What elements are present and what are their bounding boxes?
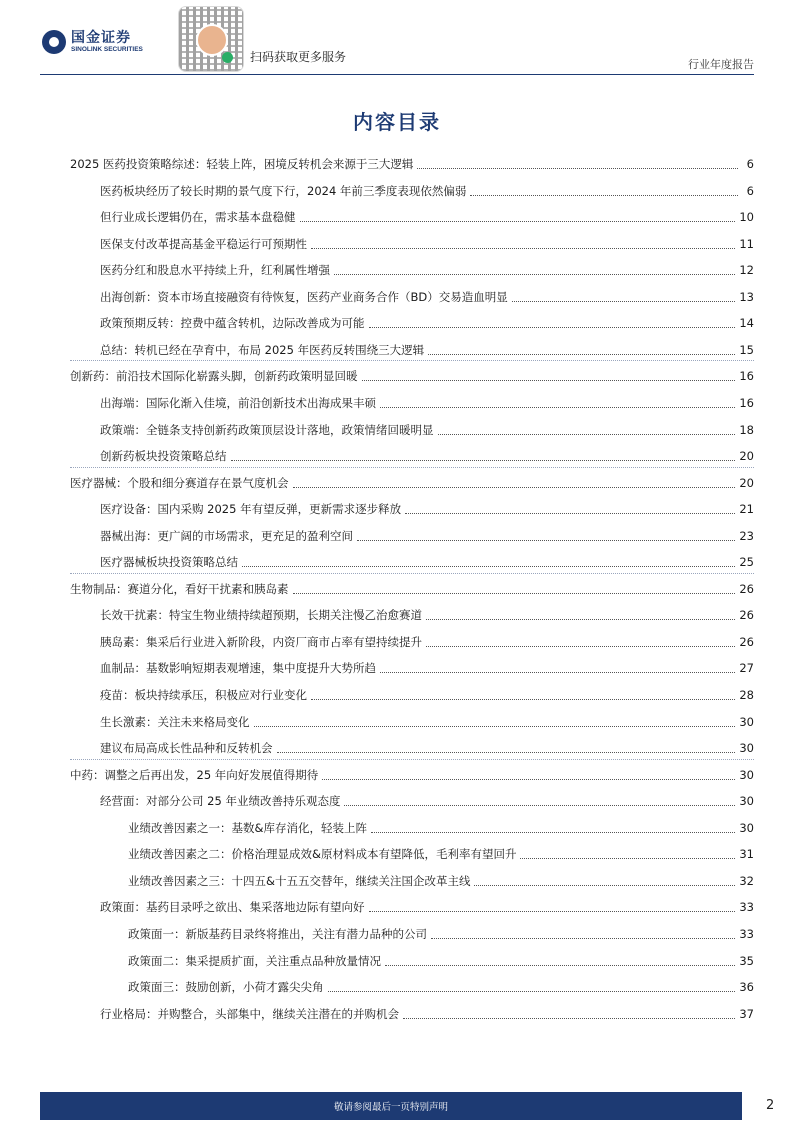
section-divider: [70, 573, 754, 574]
toc-entry-label: 器械出海：更广阔的市场需求，更充足的盈利空间: [100, 528, 353, 543]
toc-entry[interactable]: [128, 816, 754, 836]
toc-entry-label: 业绩改善因素之三：十四五&十五五交替年，继续关注国企改革主线: [128, 873, 471, 888]
toc-entry-label: 疫苗：板块持续承压，积极应对行业变化: [100, 688, 307, 702]
section-divider: [70, 467, 754, 468]
toc-entry-label: 政策端：全链条支持创新药政策顶层设计落地，政策情绪回暖明显: [100, 422, 434, 437]
toc-entry-label: 业绩改善因素之二：价格治理显成效&原材料成本有望降低，毛利率有望回升: [128, 847, 517, 862]
page-header: [0, 0, 794, 75]
toc-entry-page: 6: [746, 157, 754, 171]
toc-entry[interactable]: [100, 524, 754, 544]
footer-disclaimer: 敬请参阅最后一页特别声明: [333, 1102, 448, 1113]
toc-entry-label: 业绩改善因素之一：基数&库存消化，轻装上阵: [128, 820, 367, 835]
toc-leader-dots: [371, 831, 735, 833]
toc-entry-label: 医药板块经历了较长时期的景气度下行，2024 年前三季度表现依然偏弱: [100, 183, 467, 198]
toc-entry-page: 16: [739, 395, 754, 410]
toc-entry-page: 27: [739, 661, 754, 676]
toc-entry-page: 12: [739, 263, 754, 278]
logo-mark-icon: [42, 30, 66, 54]
toc-leader-dots: [403, 1017, 735, 1019]
section-divider: [70, 360, 754, 361]
toc-leader-dots: [362, 379, 736, 381]
toc-entry-page: 26: [739, 634, 754, 649]
toc-title: 内容目录: [353, 110, 441, 134]
toc-entry[interactable]: [100, 789, 754, 809]
toc-entry[interactable]: [128, 869, 754, 889]
toc-entry-page: 30: [739, 820, 754, 835]
toc-entry[interactable]: [70, 763, 754, 783]
company-logo: [42, 30, 143, 54]
toc-leader-dots: [311, 247, 735, 249]
toc-entry-label: 胰岛素：集采后行业进入新阶段，内资厂商市占率有望持续提升: [100, 634, 422, 649]
toc-entry-page: 13: [739, 289, 754, 304]
toc-entry[interactable]: [100, 444, 754, 464]
toc-entry-page: 26: [739, 581, 754, 596]
toc-entry-page: 26: [739, 608, 754, 623]
toc-entry[interactable]: [100, 630, 754, 650]
toc-entry-label: 经营面：对部分公司 25 年业绩改善持乐观态度: [100, 794, 341, 809]
toc-entry-page: 10: [739, 210, 754, 225]
toc-entry[interactable]: [128, 975, 754, 995]
toc-entry[interactable]: [70, 364, 754, 384]
toc-entry-page: 30: [739, 714, 754, 729]
toc-entry-page: 32: [739, 873, 754, 888]
toc-entry-label: 行业格局：并购整合，头部集中，继续关注潜在的并购机会: [100, 1006, 399, 1021]
toc-leader-dots: [293, 486, 736, 488]
toc-entry-label: 出海创新：资本市场直接融资有待恢复，医药产业商务合作（BD）交易造血明显: [100, 289, 508, 304]
section-divider: [70, 759, 754, 760]
scan-prompt: 扫码获取更多服务: [250, 50, 347, 64]
toc-entry-page: 30: [739, 767, 754, 782]
toc-entry-label: 中药：调整之后再出发，25 年向好发展值得期待: [70, 767, 319, 782]
toc-entry-label: 2025 医药投资策略综述：轻装上阵，困境反转机会来源于三大逻辑: [70, 157, 414, 171]
toc-leader-dots: [474, 884, 735, 886]
toc-leader-dots: [520, 857, 735, 859]
qr-center-logo-icon: [196, 24, 228, 56]
toc-entry-label: 血制品：基数影响短期表观增速，集中度提升大势所趋: [100, 661, 376, 676]
toc-entry[interactable]: [100, 258, 754, 278]
toc-entry-page: 11: [739, 236, 754, 251]
toc-entry[interactable]: [100, 205, 754, 225]
toc-leader-dots: [426, 645, 735, 647]
toc-leader-dots: [512, 300, 736, 302]
toc-leader-dots: [380, 671, 735, 673]
toc-entry-label: 医疗器械：个股和细分赛道存在景气度机会: [70, 475, 289, 490]
toc-entry-page: 20: [739, 449, 754, 464]
toc-entry-label: 创新药板块投资策略总结: [100, 449, 227, 464]
toc-entry[interactable]: [70, 577, 754, 597]
page-number: 2: [766, 1098, 775, 1113]
toc-entry-label: 政策预期反转：控费中蕴含转机，边际改善成为可能: [100, 316, 365, 331]
toc-entry-page: 35: [739, 953, 754, 968]
toc-entry-page: 16: [739, 369, 754, 384]
toc-entry-page: 33: [739, 900, 754, 915]
toc-leader-dots: [431, 937, 735, 939]
toc-entry[interactable]: [128, 842, 754, 862]
toc-entry[interactable]: [100, 418, 754, 438]
toc-entry[interactable]: [100, 338, 754, 358]
toc-entry[interactable]: [100, 710, 754, 730]
wechat-badge-icon: [222, 52, 233, 63]
logo-name-en: SINOLINK SECURITIES: [71, 46, 143, 53]
toc-entry-page: 23: [739, 528, 754, 543]
toc-entry-label: 生物制品：赛道分化，看好干扰素和胰岛素: [70, 581, 289, 596]
toc-entry[interactable]: [70, 471, 754, 491]
toc-leader-dots: [334, 273, 735, 275]
toc-leader-dots: [405, 512, 735, 514]
toc-entry[interactable]: [100, 1002, 754, 1022]
toc-entry[interactable]: [100, 232, 754, 252]
toc-entry-page: 15: [739, 342, 754, 357]
toc-entry-label: 创新药：前沿技术国际化崭露头脚，创新药政策明显回暖: [70, 369, 358, 384]
toc-entry-label: 政策面二：集采提质扩面，关注重点品种放量情况: [128, 953, 381, 968]
header-divider: [40, 74, 754, 75]
toc-entry-label: 长效干扰素：特宝生物业绩持续超预期，长期关注慢乙治愈赛道: [100, 608, 422, 623]
toc-entry-label: 医保支付改革提高基金平稳运行可预期性: [100, 236, 307, 251]
toc-leader-dots: [300, 220, 736, 222]
toc-leader-dots: [357, 539, 735, 541]
toc-entry[interactable]: [100, 497, 754, 517]
toc-leader-dots: [311, 698, 735, 700]
toc-leader-dots: [344, 804, 735, 806]
toc-entry-label: 建议布局高成长性品种和反转机会: [100, 741, 273, 756]
toc-entry-page: 20: [739, 475, 754, 490]
toc-entry-page: 18: [739, 422, 754, 437]
toc-entry[interactable]: [100, 603, 754, 623]
toc-leader-dots: [242, 565, 735, 567]
toc-leader-dots: [470, 194, 738, 196]
toc-entry-label: 医药分红和股息水平持续上升，红利属性增强: [100, 263, 330, 278]
toc-entry[interactable]: [100, 895, 754, 915]
toc-entry-page: 33: [739, 926, 754, 941]
toc-entry[interactable]: [100, 683, 754, 703]
toc-leader-dots: [438, 433, 736, 435]
toc-leader-dots: [322, 778, 735, 780]
toc-entry-label: 政策面一：新版基药目录终将推出，关注有潜力品种的公司: [128, 926, 427, 941]
toc-leader-dots: [369, 910, 736, 912]
report-type-label: 行业年度报告: [688, 58, 754, 71]
toc-entry-page: 37: [739, 1006, 754, 1021]
toc-entry-page: 30: [739, 741, 754, 756]
toc-entry[interactable]: [100, 311, 754, 331]
toc-leader-dots: [428, 353, 735, 355]
toc-entry[interactable]: [100, 736, 754, 756]
toc-entry-page: 31: [739, 847, 754, 862]
toc-leader-dots: [369, 326, 736, 328]
toc-entry-label: 政策面三：鼓励创新，小荷才露尖尖角: [128, 980, 324, 995]
toc-entry-page: 28: [739, 688, 754, 702]
toc-leader-dots: [231, 459, 736, 461]
toc-entry[interactable]: [100, 285, 754, 305]
toc-leader-dots: [328, 990, 736, 992]
toc-leader-dots: [385, 964, 735, 966]
toc-entry[interactable]: [128, 949, 754, 969]
toc-entry-page: 30: [739, 794, 754, 809]
toc-entry[interactable]: [100, 179, 754, 199]
logo-name-cn: 国金证券: [71, 30, 131, 46]
toc-entry-label: 出海端：国际化渐入佳境，前沿创新技术出海成果丰硕: [100, 395, 376, 410]
toc-entry-page: 36: [739, 980, 754, 995]
toc-leader-dots: [293, 592, 736, 594]
toc-entry-label: 但行业成长逻辑仍在，需求基本盘稳健: [100, 210, 296, 225]
toc-entry-page: 6: [746, 183, 754, 198]
toc-entry-label: 总结：转机已经在孕育中，布局 2025 年医药反转围绕三大逻辑: [100, 342, 425, 357]
toc-entry-page: 21: [739, 502, 754, 517]
toc-leader-dots: [380, 406, 735, 408]
toc-leader-dots: [277, 751, 736, 753]
toc-entry-label: 生长激素：关注未来格局变化: [100, 714, 250, 729]
toc-entry-label: 政策面：基药目录呼之欲出、集采落地边际有望向好: [100, 900, 365, 915]
toc-entry[interactable]: [100, 550, 754, 570]
toc-entry-label: 医疗设备：国内采购 2025 年有望反弹，更新需求逐步释放: [100, 502, 402, 517]
toc-entry-label: 医疗器械板块投资策略总结: [100, 555, 238, 570]
toc-leader-dots: [426, 618, 735, 620]
toc-leader-dots: [417, 167, 738, 169]
toc-entry-page: 14: [739, 316, 754, 331]
toc-entry-page: 25: [739, 555, 754, 570]
toc-leader-dots: [254, 725, 736, 727]
toc-entry[interactable]: [100, 656, 754, 676]
toc-entry[interactable]: [70, 152, 754, 172]
toc-entry[interactable]: [100, 391, 754, 411]
toc-entry[interactable]: [128, 922, 754, 942]
